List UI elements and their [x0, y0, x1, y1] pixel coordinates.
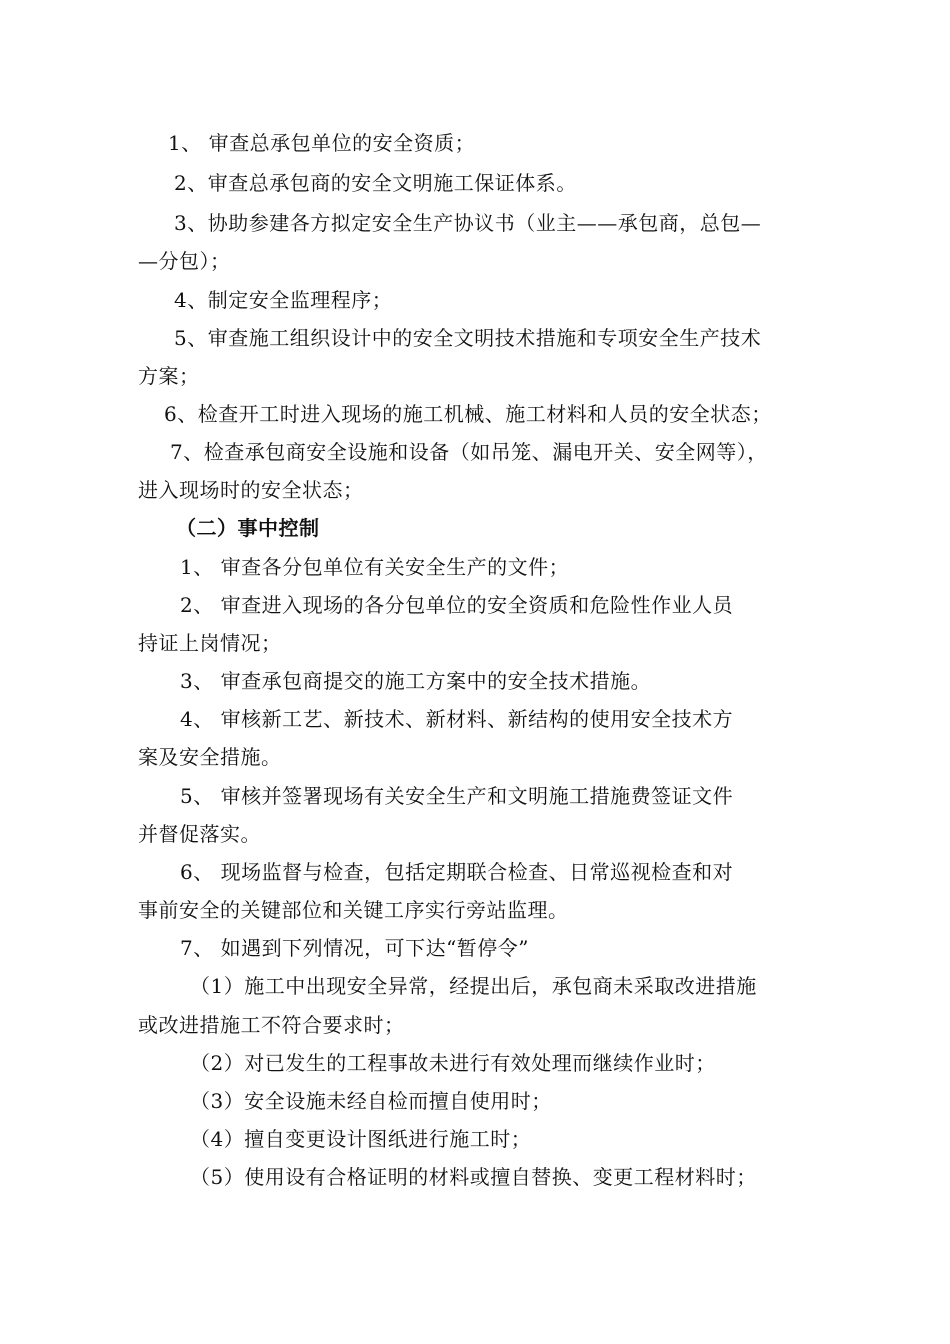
text-line-2: 2、审查总承包商的安全文明施工保证体系。: [174, 171, 577, 195]
text-line-27: （4）擅自变更设计图纸进行施工时；: [190, 1127, 532, 1151]
text-line-16: 4、 审核新工艺、新技术、新材料、新结构的使用安全技术方: [180, 707, 734, 731]
text-line-18: 5、 审核并签署现场有关安全生产和文明施工措施费签证文件: [180, 784, 734, 808]
text-line-12: 1、 审查各分包单位有关安全生产的文件；: [180, 555, 570, 579]
text-line-26: （3）安全设施未经自检而擅自使用时；: [190, 1089, 552, 1113]
text-line-28: （5）使用设有合格证明的材料或擅自替换、变更工程材料时；: [190, 1165, 757, 1189]
text-line-9: 7、检查承包商安全设施和设备（如吊笼、漏电开关、安全网等），: [170, 440, 768, 464]
text-line-25: （2）对已发生的工程事故未进行有效处理而继续作业时；: [190, 1051, 716, 1075]
text-line-19: 并督促落实。: [138, 822, 261, 846]
text-line-22: 7、 如遇到下列情况，可下达“暂停令”: [180, 936, 530, 960]
text-line-23: （1）施工中出现安全异常，经提出后，承包商未采取改进措施: [190, 974, 757, 998]
text-line-10: 进入现场时的安全状态；: [138, 478, 364, 502]
text-line-24: 或改进措施工不符合要求时；: [138, 1013, 405, 1037]
section-heading: （二）事中控制: [176, 516, 320, 540]
text-line-15: 3、 审查承包商提交的施工方案中的安全技术措施。: [180, 669, 652, 693]
text-line-21: 事前安全的关键部位和关键工序实行旁站监理。: [138, 898, 569, 922]
text-line-6: 5、审查施工组织设计中的安全文明技术措施和专项安全生产技术: [174, 326, 762, 350]
text-line-1: 1、 审查总承包单位的安全资质；: [168, 131, 476, 155]
text-line-14: 持证上岗情况；: [138, 631, 282, 655]
text-line-7: 方案；: [138, 364, 200, 388]
text-line-8: 6、检查开工时进入现场的施工机械、施工材料和人员的安全状态；: [164, 402, 772, 426]
text-line-17: 案及安全措施。: [138, 745, 282, 769]
text-line-20: 6、 现场监督与检查，包括定期联合检查、日常巡视检查和对: [180, 860, 734, 884]
text-line-4: —分包）；: [138, 249, 231, 273]
text-line-13: 2、 审查进入现场的各分包单位的安全资质和危险性作业人员: [180, 593, 734, 617]
text-line-3: 3、协助参建各方拟定安全生产协议书（业主——承包商，总包—: [174, 211, 762, 235]
text-line-5: 4、制定安全监理程序；: [174, 288, 393, 312]
